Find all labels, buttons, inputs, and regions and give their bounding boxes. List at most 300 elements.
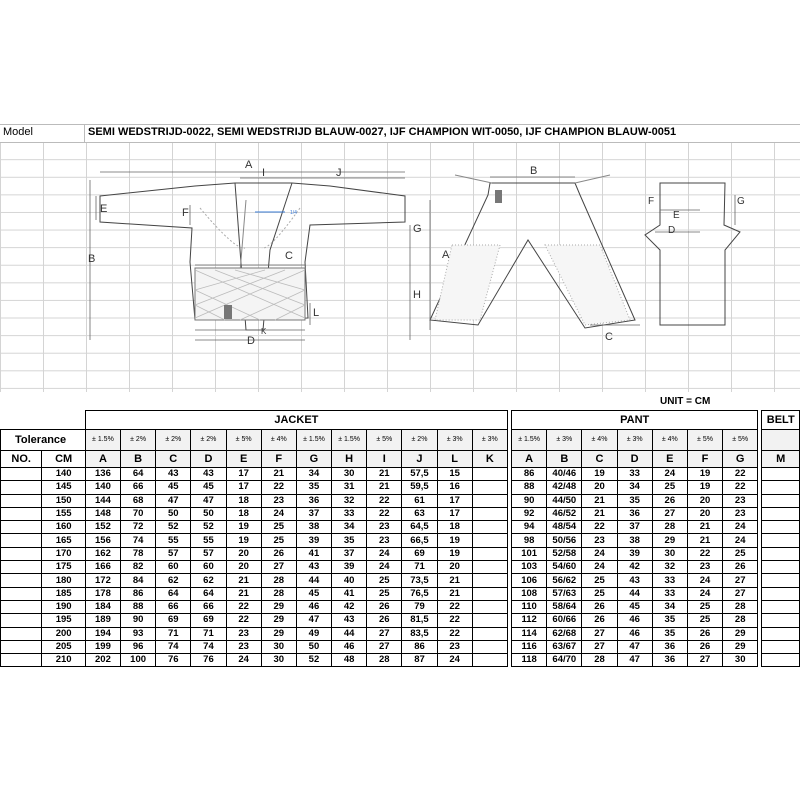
pant-cell: 24	[582, 561, 617, 574]
pant-cell: 27	[723, 587, 758, 600]
jacket-cell: 74	[121, 534, 156, 547]
jacket-cell: 32	[332, 494, 367, 507]
row-number-cell	[1, 640, 42, 653]
pant-cell: 20	[582, 481, 617, 494]
jacket-cell: 46	[296, 600, 331, 613]
jacket-cell: 194	[85, 627, 120, 640]
belt-cell	[762, 574, 800, 587]
tolerance-cell: ± 3%	[437, 430, 472, 451]
pant-cell: 110	[512, 600, 547, 613]
jacket-cell: 71	[402, 561, 437, 574]
jacket-header: JACKET	[85, 411, 507, 430]
pant-cell: 25	[687, 614, 722, 627]
column-letter-row	[1, 451, 800, 468]
jacket-cell	[472, 521, 507, 534]
jacket-cell: 64	[121, 468, 156, 481]
pant-cell: 46	[617, 614, 652, 627]
tolerance-cell: ± 5%	[367, 430, 402, 451]
jacket-cell: 71	[156, 627, 191, 640]
belt-cell	[762, 547, 800, 560]
pant-cell: 101	[512, 547, 547, 560]
pant-cell: 22	[723, 481, 758, 494]
jacket-cell: 93	[121, 627, 156, 640]
pant-cell: 25	[652, 481, 687, 494]
column-header: M	[762, 451, 800, 468]
table-row	[1, 654, 800, 667]
leg-label-f: F	[648, 196, 655, 207]
row-number-cell	[1, 547, 42, 560]
pant-cell: 25	[687, 600, 722, 613]
pant-cell: 58/64	[547, 600, 582, 613]
cm-header: CM	[42, 451, 85, 468]
height-cell: 210	[42, 654, 85, 667]
column-header: I	[367, 451, 402, 468]
belt-cell	[762, 481, 800, 494]
pant-header: PANT	[512, 411, 758, 430]
jacket-cell: 83,5	[402, 627, 437, 640]
jacket-cell: 18	[226, 507, 261, 520]
jacket-cell: 76	[191, 654, 226, 667]
dim-label-d: D	[247, 335, 255, 347]
jacket-cell: 21	[437, 587, 472, 600]
pant-cell: 27	[582, 640, 617, 653]
table-row	[1, 534, 800, 547]
jacket-cell: 15	[437, 468, 472, 481]
belt-cell	[762, 561, 800, 574]
jacket-cell: 199	[85, 640, 120, 653]
column-header: A	[85, 451, 120, 468]
jacket-cell: 30	[332, 468, 367, 481]
jacket-cell: 52	[191, 521, 226, 534]
column-header: A	[512, 451, 547, 468]
jacket-cell: 21	[261, 468, 296, 481]
height-cell: 200	[42, 627, 85, 640]
jacket-cell: 57,5	[402, 468, 437, 481]
jacket-cell: 47	[296, 614, 331, 627]
pant-cell: 90	[512, 494, 547, 507]
column-header: E	[652, 451, 687, 468]
row-number-cell	[1, 654, 42, 667]
pant-cell: 36	[652, 654, 687, 667]
jacket-cell: 37	[332, 547, 367, 560]
pant-cell: 112	[512, 614, 547, 627]
leg-label-e: E	[673, 210, 680, 221]
jacket-cell: 44	[332, 627, 367, 640]
jacket-cell: 166	[85, 561, 120, 574]
jacket-cell: 29	[261, 627, 296, 640]
jacket-cell	[472, 574, 507, 587]
pant-cell: 45	[617, 600, 652, 613]
jacket-cell: 43	[332, 614, 367, 627]
jacket-cell: 26	[261, 547, 296, 560]
jacket-cell: 162	[85, 547, 120, 560]
belt-cell	[762, 521, 800, 534]
pant-cell: 42/48	[547, 481, 582, 494]
pant-cell: 24	[723, 534, 758, 547]
pant-cell: 38	[617, 534, 652, 547]
pant-cell: 94	[512, 521, 547, 534]
jacket-cell: 31	[332, 481, 367, 494]
tolerance-cell: ± 3%	[547, 430, 582, 451]
jacket-cell: 22	[367, 507, 402, 520]
jacket-cell: 156	[85, 534, 120, 547]
tolerance-cell: ± 2%	[402, 430, 437, 451]
jacket-cell: 39	[296, 534, 331, 547]
jacket-cell: 50	[156, 507, 191, 520]
table-row	[1, 507, 800, 520]
jacket-cell: 33	[332, 507, 367, 520]
jacket-cell: 55	[156, 534, 191, 547]
pant-cell: 103	[512, 561, 547, 574]
pant-cell: 19	[687, 481, 722, 494]
pant-cell: 23	[582, 534, 617, 547]
pant-cell: 47	[617, 654, 652, 667]
jacket-cell: 22	[437, 627, 472, 640]
height-cell: 195	[42, 614, 85, 627]
tolerance-cell: ± 1.5%	[296, 430, 331, 451]
jacket-cell	[472, 654, 507, 667]
jacket-cell: 22	[367, 494, 402, 507]
pant-cell: 28	[723, 600, 758, 613]
jacket-cell: 84	[121, 574, 156, 587]
jacket-cell: 24	[367, 561, 402, 574]
jacket-cell: 57	[156, 547, 191, 560]
tolerance-cell: ± 5%	[226, 430, 261, 451]
pant-cell: 22	[687, 547, 722, 560]
jacket-cell: 40	[332, 574, 367, 587]
pant-label-c: C	[605, 331, 613, 343]
jacket-cell: 27	[261, 561, 296, 574]
pant-cell: 26	[687, 627, 722, 640]
pant-cell: 25	[723, 547, 758, 560]
pant-cell: 33	[652, 574, 687, 587]
pant-cell: 29	[652, 534, 687, 547]
pant-cell: 36	[617, 507, 652, 520]
tolerance-cell: ± 3%	[617, 430, 652, 451]
jacket-cell: 87	[402, 654, 437, 667]
jacket-cell: 96	[121, 640, 156, 653]
belt-cell	[762, 507, 800, 520]
pant-cell: 88	[512, 481, 547, 494]
jacket-cell: 144	[85, 494, 120, 507]
jacket-cell: 28	[261, 587, 296, 600]
row-number-cell	[1, 494, 42, 507]
tolerance-cell: ± 2%	[121, 430, 156, 451]
pant-cell: 22	[582, 521, 617, 534]
row-number-cell	[1, 521, 42, 534]
jacket-cell	[472, 587, 507, 600]
belt-header: BELT	[762, 411, 800, 430]
jacket-cell: 23	[437, 640, 472, 653]
jacket-cell: 86	[121, 587, 156, 600]
column-header: E	[226, 451, 261, 468]
jacket-cell: 39	[332, 561, 367, 574]
jacket-cell: 62	[191, 574, 226, 587]
jacket-cell	[472, 640, 507, 653]
pant-cell: 108	[512, 587, 547, 600]
jacket-cell: 74	[191, 640, 226, 653]
pant-cell: 27	[723, 574, 758, 587]
pant-label-a: A	[442, 249, 450, 261]
jacket-drawing	[88, 159, 422, 347]
jacket-cell: 29	[261, 600, 296, 613]
tolerance-cell: ± 2%	[156, 430, 191, 451]
dim-label-k: K	[261, 327, 267, 336]
pant-cell: 21	[582, 494, 617, 507]
jacket-cell: 18	[226, 494, 261, 507]
dim-label-l: L	[313, 307, 320, 319]
jacket-cell: 46	[332, 640, 367, 653]
jacket-cell: 35	[332, 534, 367, 547]
pant-cell: 21	[687, 521, 722, 534]
jacket-cell: 55	[191, 534, 226, 547]
jacket-cell: 64	[156, 587, 191, 600]
jacket-cell: 82	[121, 561, 156, 574]
pant-cell: 56/62	[547, 574, 582, 587]
pant-cell: 57/63	[547, 587, 582, 600]
pant-cell: 32	[652, 561, 687, 574]
dim-label-h: H	[413, 289, 421, 301]
jacket-cell: 66	[121, 481, 156, 494]
pant-cell: 21	[582, 507, 617, 520]
row-number-cell	[1, 574, 42, 587]
pant-cell: 98	[512, 534, 547, 547]
height-cell: 185	[42, 587, 85, 600]
pant-cell: 39	[617, 547, 652, 560]
pant-cell: 34	[652, 600, 687, 613]
jacket-cell: 88	[121, 600, 156, 613]
jacket-cell: 69	[402, 547, 437, 560]
pant-label-b: B	[530, 165, 538, 177]
jacket-cell: 64,5	[402, 521, 437, 534]
jacket-cell: 45	[156, 481, 191, 494]
model-names: SEMI WEDSTRIJD-0022, SEMI WEDSTRIJD BLAUW-0027, IJF CHAMPION WIT-0050, IJF CHAMPION BLAUW-0051	[88, 126, 677, 138]
jacket-cell: 47	[191, 494, 226, 507]
jacket-cell: 24	[367, 547, 402, 560]
pant-cell: 21	[687, 534, 722, 547]
dim-label-g: G	[413, 223, 422, 235]
jacket-cell: 19	[437, 534, 472, 547]
belt-cell	[762, 640, 800, 653]
jacket-cell: 25	[367, 587, 402, 600]
jacket-cell: 70	[121, 507, 156, 520]
pant-cell: 27	[652, 507, 687, 520]
column-header: H	[332, 451, 367, 468]
jacket-cell: 27	[367, 627, 402, 640]
tolerance-cell: ± 2%	[191, 430, 226, 451]
jacket-cell: 59,5	[402, 481, 437, 494]
pant-cell: 86	[512, 468, 547, 481]
column-header: G	[723, 451, 758, 468]
pant-cell: 34	[617, 481, 652, 494]
jacket-cell: 52	[296, 654, 331, 667]
pant-cell: 24	[687, 587, 722, 600]
jacket-cell	[472, 468, 507, 481]
jacket-cell: 48	[332, 654, 367, 667]
pant-cell: 92	[512, 507, 547, 520]
jacket-cell: 21	[367, 468, 402, 481]
dim-label-f: F	[182, 207, 189, 219]
jacket-cell: 29	[261, 614, 296, 627]
jacket-cell: 69	[156, 614, 191, 627]
jacket-cell: 66	[156, 600, 191, 613]
dim-label-i: I	[262, 167, 266, 179]
pant-cell: 24	[652, 468, 687, 481]
pant-cell: 63/67	[547, 640, 582, 653]
table-row	[1, 494, 800, 507]
no-header: NO.	[1, 451, 42, 468]
jacket-cell	[472, 614, 507, 627]
model-row	[0, 124, 800, 143]
jacket-cell: 23	[367, 521, 402, 534]
height-cell: 145	[42, 481, 85, 494]
jacket-cell: 30	[261, 654, 296, 667]
jacket-cell: 64	[191, 587, 226, 600]
column-header: F	[261, 451, 296, 468]
jacket-cell	[472, 600, 507, 613]
pant-cell: 19	[687, 468, 722, 481]
jacket-cell: 21	[226, 574, 261, 587]
pant-cell: 24	[723, 521, 758, 534]
jacket-cell: 17	[437, 507, 472, 520]
row-number-cell	[1, 600, 42, 613]
row-number-cell	[1, 561, 42, 574]
jacket-cell: 23	[226, 627, 261, 640]
pant-cell: 47	[617, 640, 652, 653]
pant-cell: 33	[652, 587, 687, 600]
table-row	[1, 561, 800, 574]
jacket-cell: 21	[367, 481, 402, 494]
pant-cell: 60/66	[547, 614, 582, 627]
column-header: G	[296, 451, 331, 468]
table-row	[1, 547, 800, 560]
pant-cell: 35	[617, 494, 652, 507]
height-cell: 190	[42, 600, 85, 613]
column-header: C	[582, 451, 617, 468]
jacket-cell: 17	[437, 494, 472, 507]
jacket-cell: 81,5	[402, 614, 437, 627]
height-cell: 170	[42, 547, 85, 560]
pant-cell: 24	[582, 547, 617, 560]
jacket-cell: 45	[296, 587, 331, 600]
height-cell: 140	[42, 468, 85, 481]
column-header: F	[687, 451, 722, 468]
height-cell: 205	[42, 640, 85, 653]
row-number-cell	[1, 507, 42, 520]
pant-cell: 64/70	[547, 654, 582, 667]
pant-cell: 50/56	[547, 534, 582, 547]
jacket-cell: 34	[332, 521, 367, 534]
jacket-cell: 45	[191, 481, 226, 494]
belt-cell	[762, 494, 800, 507]
jacket-cell: 202	[85, 654, 120, 667]
jacket-cell: 50	[191, 507, 226, 520]
jacket-cell: 148	[85, 507, 120, 520]
dim-label-c: C	[285, 250, 293, 262]
pant-cell: 23	[723, 507, 758, 520]
pant-cell: 118	[512, 654, 547, 667]
pant-cell: 26	[582, 600, 617, 613]
jacket-cell: 20	[437, 561, 472, 574]
tolerance-row	[1, 430, 800, 451]
jacket-cell: 61	[402, 494, 437, 507]
jacket-cell: 17	[226, 468, 261, 481]
pant-cell: 37	[617, 521, 652, 534]
jacket-cell: 19	[226, 534, 261, 547]
height-cell: 155	[42, 507, 85, 520]
jacket-cell: 76	[156, 654, 191, 667]
pant-cell: 114	[512, 627, 547, 640]
pant-cell: 23	[723, 494, 758, 507]
pant-cell: 22	[723, 468, 758, 481]
table-row	[1, 600, 800, 613]
tolerance-cell: ± 1.5%	[512, 430, 547, 451]
jacket-cell	[472, 507, 507, 520]
jacket-cell: 25	[261, 521, 296, 534]
section-header-row	[1, 411, 800, 430]
jacket-cell: 21	[226, 587, 261, 600]
pant-cell: 28	[582, 654, 617, 667]
jacket-cell: 66,5	[402, 534, 437, 547]
pant-cell: 28	[652, 521, 687, 534]
belt-cell	[762, 468, 800, 481]
dim-label-j: J	[336, 167, 342, 179]
pant-cell: 54/60	[547, 561, 582, 574]
height-cell: 180	[42, 574, 85, 587]
pant-cell: 44/50	[547, 494, 582, 507]
pant-cell: 27	[582, 627, 617, 640]
jacket-cell: 43	[296, 561, 331, 574]
jacket-cell: 25	[367, 574, 402, 587]
column-header: K	[472, 451, 507, 468]
belt-cell	[762, 600, 800, 613]
jacket-cell	[472, 547, 507, 560]
jacket-cell	[472, 481, 507, 494]
tolerance-cell: ± 5%	[687, 430, 722, 451]
jacket-cell: 62	[156, 574, 191, 587]
jacket-cell: 43	[156, 468, 191, 481]
jacket-cell: 23	[226, 640, 261, 653]
belt-cell	[762, 534, 800, 547]
unit-label: UNIT = CM	[660, 396, 711, 407]
jacket-cell	[472, 627, 507, 640]
pant-leg-drawing	[645, 183, 745, 325]
pant-cell: 20	[687, 507, 722, 520]
belt-cell	[762, 654, 800, 667]
tolerance-cell: ± 4%	[261, 430, 296, 451]
tolerance-cell: ± 4%	[582, 430, 617, 451]
jacket-cell: 69	[191, 614, 226, 627]
jacket-cell: 25	[261, 534, 296, 547]
jacket-cell: 140	[85, 481, 120, 494]
jacket-cell: 37	[296, 507, 331, 520]
jacket-cell: 35	[296, 481, 331, 494]
jacket-cell: 79	[402, 600, 437, 613]
table-row	[1, 481, 800, 494]
pant-cell: 25	[582, 587, 617, 600]
jacket-cell: 76,5	[402, 587, 437, 600]
jacket-cell: 44	[296, 574, 331, 587]
jacket-cell: 34	[296, 468, 331, 481]
jacket-cell: 20	[226, 561, 261, 574]
column-header: B	[547, 451, 582, 468]
row-number-cell	[1, 534, 42, 547]
jacket-cell: 73,5	[402, 574, 437, 587]
jacket-cell: 24	[261, 507, 296, 520]
height-cell: 160	[42, 521, 85, 534]
jacket-cell: 28	[367, 654, 402, 667]
height-cell: 165	[42, 534, 85, 547]
